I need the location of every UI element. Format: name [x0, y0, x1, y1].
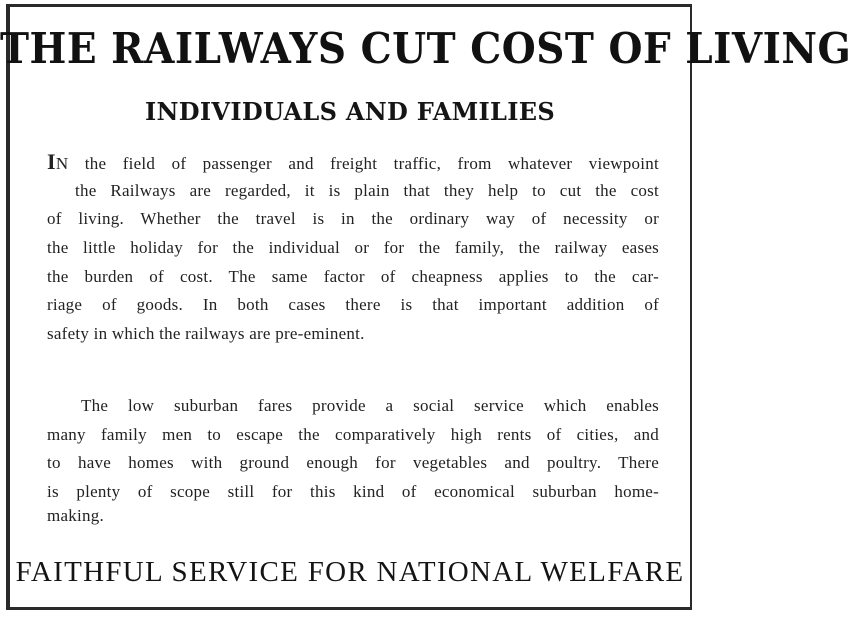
paragraph-2-line-4: is plenty of scope still for this kind of economical suburban home- [47, 482, 659, 502]
paragraph-1-line-4: the little holiday for the individual or for the family, the railway eases [47, 238, 659, 258]
paragraph-2 [47, 392, 659, 529]
paragraph-2-line-1: The low suburban fares provide a social service which enables [81, 396, 659, 415]
paragraph-1-line-7: safety in which the railways are pre-eminent. [47, 324, 365, 344]
paragraph-1-line-6: riage of goods. In both cases there is that important addition of [47, 295, 659, 315]
paragraph-1-line-3: of living. Whether the travel is in the ordinary way of necessity or [47, 209, 659, 229]
paragraph-2-line-5: making. [47, 505, 104, 525]
paragraph-2-line-2: many family men to escape the comparatively high rents of cities, and [47, 424, 659, 444]
headline: THE RAILWAYS CUT COST OF LIVING [0, 24, 851, 74]
paragraph-1-line-2: the Railways are regarded, it is plain that they help to cut the cost [75, 180, 659, 200]
drop-cap: I [47, 149, 56, 174]
paragraph-1 [47, 148, 659, 349]
footer-slogan: FAITHFUL SERVICE FOR NATIONAL WELFARE [15, 556, 685, 588]
paragraph-1-line-1-text: N the field of passenger and freight traffic, from whatever viewpoint [55, 154, 659, 173]
paragraph-1-line-1 [47, 148, 659, 177]
paragraph-1-line-5: the burden of cost. The same factor of cheapness applies to the car- [47, 266, 659, 286]
subheading: INDIVIDUALS AND FAMILIES [145, 97, 555, 126]
paragraph-2-line-3: to have homes with ground enough for vegetables and poultry. There [47, 453, 659, 473]
